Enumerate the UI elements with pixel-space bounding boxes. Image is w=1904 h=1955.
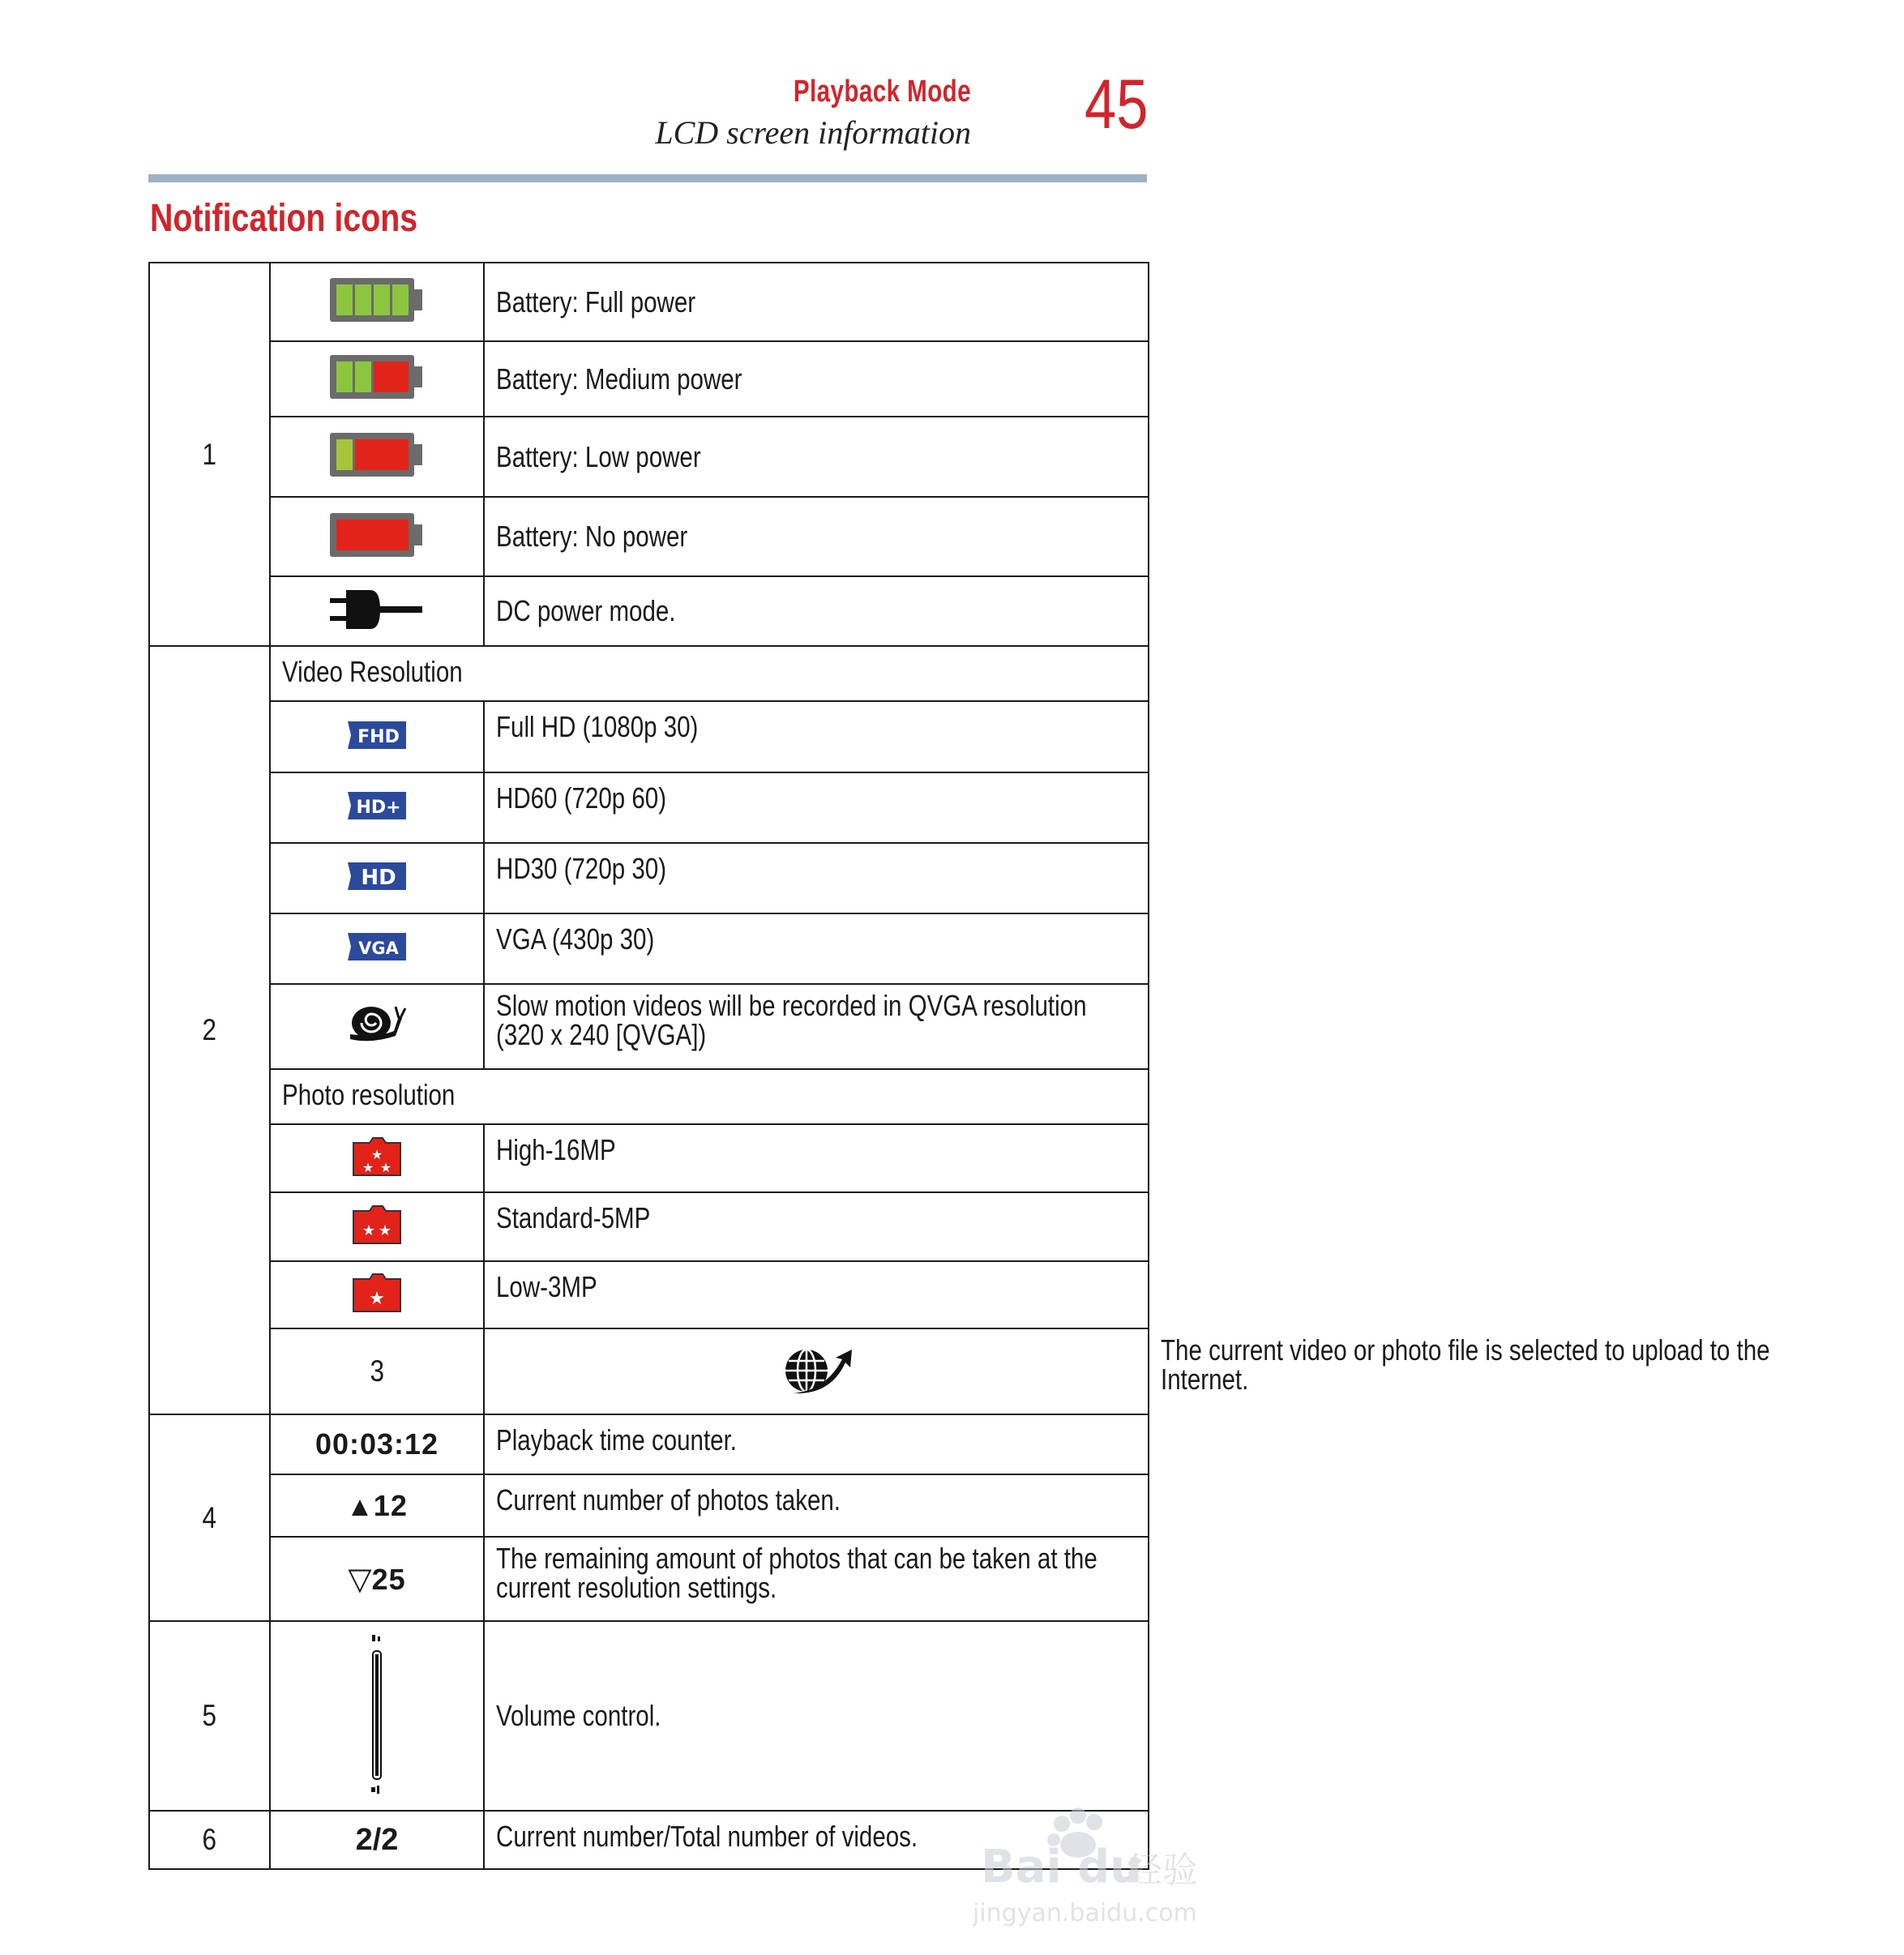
three-star-icon bbox=[270, 1124, 484, 1192]
svg-text:★: ★ bbox=[378, 1222, 392, 1239]
table-row bbox=[149, 1537, 1149, 1621]
description: Current number/Total number of videos. bbox=[484, 1811, 1149, 1869]
description: Low-3MP bbox=[484, 1261, 1149, 1328]
svg-text:VGA: VGA bbox=[358, 939, 399, 958]
section-title: Notification icons bbox=[150, 197, 418, 240]
row-number: 2 bbox=[149, 646, 270, 1414]
description: Battery: Low power bbox=[484, 417, 1149, 497]
svg-text:Bai du: Bai du bbox=[981, 1841, 1143, 1893]
triangle-down-icon: ▽ bbox=[348, 1562, 372, 1597]
header-rule bbox=[148, 174, 1147, 182]
table-row bbox=[149, 576, 1149, 646]
fhd-icon bbox=[270, 701, 484, 772]
svg-text:FHD: FHD bbox=[357, 726, 400, 747]
dc-plug-icon bbox=[270, 576, 484, 646]
svg-text:jingyan.baidu.com: jingyan.baidu.com bbox=[973, 1899, 1197, 1927]
battery-low-icon bbox=[270, 417, 484, 497]
photos-remaining-counter: ▽25 bbox=[270, 1537, 484, 1621]
description: HD60 (720p 60) bbox=[484, 772, 1149, 843]
table-row bbox=[149, 1414, 1149, 1474]
description: DC power mode. bbox=[484, 576, 1149, 646]
description: Battery: Full power bbox=[484, 263, 1149, 341]
header-section-title: Playback Mode bbox=[793, 75, 971, 109]
video-resolution-heading: Video Resolution bbox=[270, 646, 1149, 701]
table-row bbox=[149, 1261, 1149, 1328]
description: HD30 (720p 30) bbox=[484, 843, 1149, 913]
svg-text:经验: 经验 bbox=[1127, 1850, 1198, 1891]
description: Playback time counter. bbox=[484, 1414, 1149, 1474]
photo-resolution-heading: Photo resolution bbox=[270, 1069, 1149, 1124]
battery-empty-icon bbox=[270, 497, 484, 576]
svg-text:★: ★ bbox=[369, 1289, 385, 1309]
description: High-16MP bbox=[484, 1124, 1149, 1192]
table-row bbox=[149, 701, 1149, 772]
globe-upload-icon bbox=[484, 1328, 1149, 1414]
svg-text:HD+: HD+ bbox=[356, 798, 401, 818]
row-number: 4 bbox=[149, 1414, 270, 1621]
table-row bbox=[149, 497, 1149, 576]
description: Current number of photos taken. bbox=[484, 1474, 1149, 1537]
battery-full-icon bbox=[270, 263, 484, 341]
description: Battery: Medium power bbox=[484, 341, 1149, 417]
svg-text:★: ★ bbox=[362, 1159, 374, 1175]
hd-plus-icon bbox=[270, 772, 484, 843]
volume-slider-icon bbox=[270, 1621, 484, 1811]
watermark-logo bbox=[965, 1791, 1198, 1929]
notification-icons-table bbox=[148, 262, 1770, 1870]
row-number: 1 bbox=[149, 263, 270, 646]
header-subsection-title: LCD screen information bbox=[655, 114, 971, 151]
table-row bbox=[149, 1192, 1149, 1261]
description: Volume control. bbox=[484, 1621, 1149, 1811]
table-row bbox=[149, 1474, 1149, 1537]
snail-icon bbox=[270, 984, 484, 1069]
playback-time-counter: 00:03:12 bbox=[270, 1414, 484, 1474]
table-row bbox=[149, 341, 1149, 417]
table-row bbox=[149, 1069, 1149, 1124]
table-row bbox=[149, 984, 1149, 1069]
triangle-up-icon: ▲ bbox=[346, 1491, 374, 1522]
table-row bbox=[149, 646, 1149, 701]
description: VGA (430p 30) bbox=[484, 913, 1149, 984]
photos-taken-counter: ▲12 bbox=[270, 1474, 484, 1537]
one-star-icon bbox=[270, 1261, 484, 1328]
vga-icon bbox=[270, 913, 484, 984]
two-star-icon bbox=[270, 1192, 484, 1261]
table-row bbox=[149, 417, 1149, 497]
table-row bbox=[149, 843, 1149, 913]
description: Battery: No power bbox=[484, 497, 1149, 576]
table-row: 3 The current video or photo file is selected to upload to the Internet. bbox=[149, 1328, 1149, 1414]
description: The remaining amount of photos that can be taken at the current resolution settings. bbox=[484, 1537, 1149, 1621]
table-row bbox=[149, 1621, 1149, 1811]
description: Slow motion videos will be recorded in QVGA resolution (320 x 240 [QVGA]) bbox=[484, 984, 1149, 1069]
row-number: 6 bbox=[149, 1811, 270, 1869]
description: Standard-5MP bbox=[484, 1192, 1149, 1261]
svg-text:★: ★ bbox=[379, 1159, 392, 1175]
svg-text:HD: HD bbox=[361, 866, 396, 890]
row-number: 3 bbox=[270, 1328, 484, 1414]
video-count: 2/2 bbox=[270, 1811, 484, 1869]
table-row bbox=[149, 1124, 1149, 1192]
svg-text:★: ★ bbox=[370, 1146, 383, 1162]
table-row bbox=[149, 772, 1149, 843]
table-row bbox=[149, 913, 1149, 984]
hd-icon bbox=[270, 843, 484, 913]
page-number: 45 bbox=[1085, 66, 1149, 143]
battery-medium-icon bbox=[270, 341, 484, 417]
svg-text:★: ★ bbox=[362, 1222, 376, 1239]
table-row bbox=[149, 263, 1149, 341]
description: Full HD (1080p 30) bbox=[484, 701, 1149, 772]
row-number: 5 bbox=[149, 1621, 270, 1811]
